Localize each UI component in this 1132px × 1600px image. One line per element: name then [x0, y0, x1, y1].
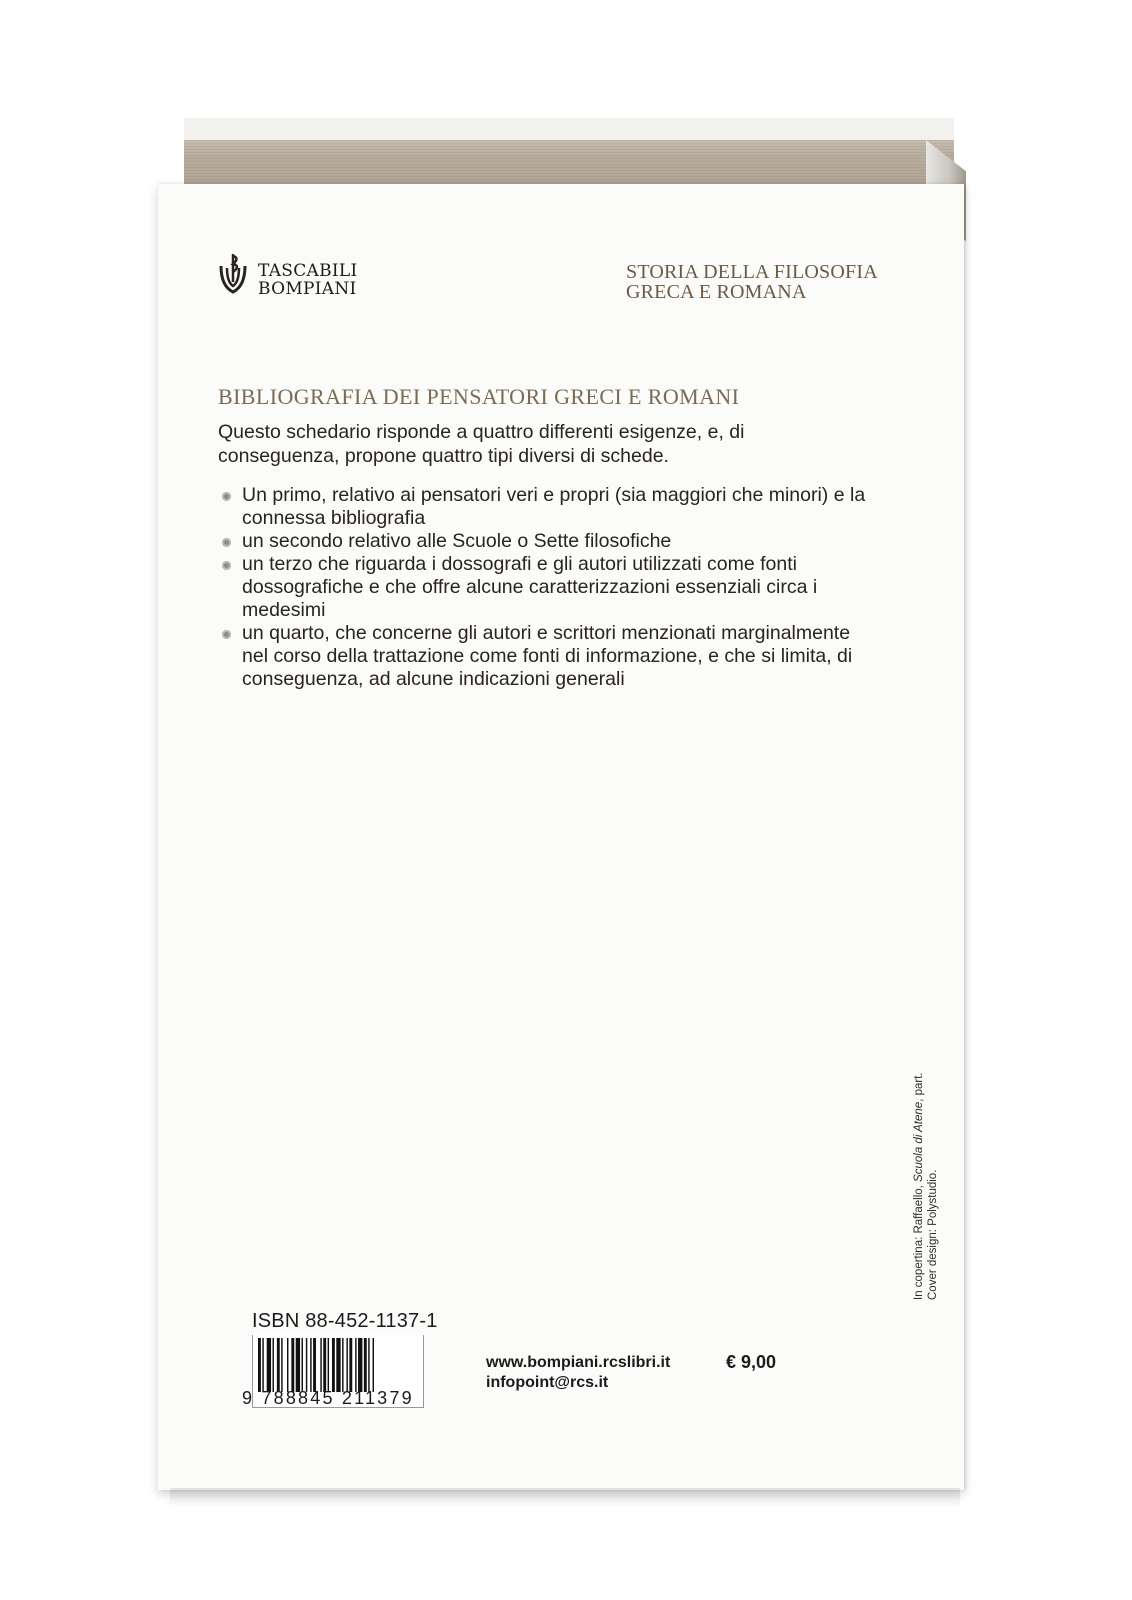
bullet-icon [222, 630, 231, 639]
list-item [218, 622, 878, 691]
series-line-1: STORIA DELLA FILOSOFIA [626, 261, 878, 283]
intro-paragraph: Questo schedario risponde a quattro differenti esigenze, e, di conseguenza, propone quattro tipi diversi di schede. [218, 421, 745, 467]
barcode-digits: 9 788845 211379 [242, 1388, 414, 1408]
credits-prefix: In copertina: Raffaello, [913, 1181, 925, 1300]
list-item-text: un quarto, che concerne gli autori e scrittori menzionati marginalmente nel corso della trattazione come fonti di informazione, e che si limita, di conseguenza, ad alcune indicazioni generali [242, 622, 853, 690]
series-title [626, 262, 878, 302]
credits-artwork-title: Scuola di Atene [913, 1101, 925, 1182]
credits-line-1 [912, 1030, 926, 1300]
brand-line-1: TASCABILI [258, 261, 358, 281]
bompiani-logo-icon [218, 252, 248, 294]
bullet-icon [222, 492, 231, 501]
credits-suffix: , part. [913, 1072, 925, 1102]
barcode-icon [258, 1338, 414, 1392]
brand-line-2: BOMPIANI [258, 279, 357, 299]
back-cover [158, 184, 964, 1490]
bullet-icon [222, 538, 231, 547]
list-item [218, 553, 878, 622]
list-item-text: un terzo che riguarda i dossografi e gli autori utilizzati come fonti dossografiche e che offre alcune caratterizzazioni essenziali circa i medesimi [242, 553, 818, 621]
isbn-label: ISBN 88-452-1137-1 [252, 1310, 438, 1332]
list-item-text: Un primo, relativo ai pensatori veri e propri (sia maggiori che minori) e la connessa bibliografia [242, 484, 866, 529]
list-item [218, 484, 878, 530]
list-item [218, 530, 878, 553]
bullet-icon [222, 561, 231, 570]
price-label: € 9,00 [726, 1352, 777, 1372]
contact-block [486, 1353, 670, 1393]
website-link[interactable]: www.bompiani.rcslibri.it [486, 1354, 671, 1371]
credits-line-2: Cover design: Polystudio. [927, 1169, 939, 1300]
email-link[interactable]: infopoint@rcs.it [486, 1374, 609, 1391]
series-line-2: GRECA E ROMANA [626, 281, 807, 303]
list-item-text: un secondo relativo alle Scuole o Sette filosofiche [242, 530, 672, 552]
cover-credits [912, 1030, 952, 1300]
cover-shadow [170, 1488, 960, 1508]
publisher-brand [258, 262, 358, 298]
bullet-list [218, 484, 878, 691]
section-title: BIBLIOGRAFIA DEI PENSATORI GRECI E ROMANI [218, 384, 740, 409]
